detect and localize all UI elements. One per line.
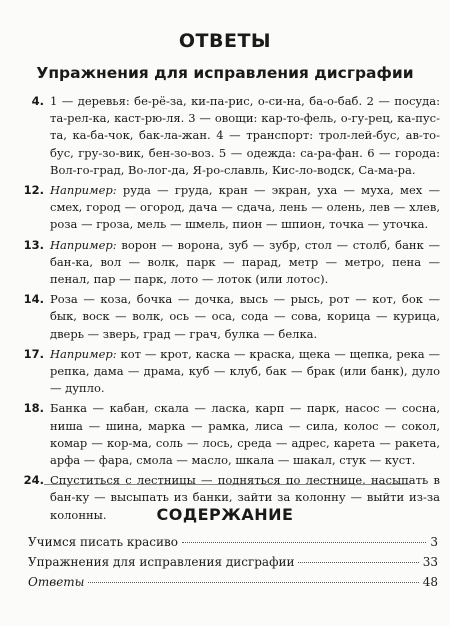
answers-list	[22, 93, 440, 527]
section-subtitle: Упражнения для исправления дисграфии	[36, 64, 414, 82]
toc-leader-dots	[88, 582, 418, 583]
answer-text	[50, 291, 440, 343]
toc-leader-dots	[182, 542, 426, 543]
answer-intro: Например:	[50, 183, 117, 198]
answer-body: Банка — кабан, скала — ласка, карп — парк, насос — сосна, ниша — шина, марка — рамка, лиса — сила, колос — сокол, комар — кор-ма, соль — лось, среда — адрес, карета — ракета, арфа — фара, смола — масло, шкала — шакал, стук — куст.	[50, 401, 440, 468]
answer-number: 4.	[31, 94, 44, 108]
contents-title: СОДЕРЖАНИЕ	[156, 505, 294, 524]
section-divider	[44, 484, 410, 485]
toc-page-number: 33	[422, 555, 438, 569]
answer-body: Роза — коза, бочка — дочка, высь — рысь, рот — кот, бок — бык, воск — волк, ось — оса, сода — сова, корица — курица, дверь — зверь, град — грач, булка — белка.	[50, 292, 440, 341]
answer-item	[22, 400, 440, 469]
toc-label: Учимся писать красиво	[28, 535, 178, 549]
answer-number: 12.	[23, 183, 44, 198]
toc-label: Ответы	[28, 575, 85, 589]
answer-number: 14.	[23, 292, 44, 307]
toc-entry[interactable]	[28, 552, 438, 572]
answer-body: Спуститься с лестницы — подняться по лестнице, насыпать в бан-ку — высыпать из банки, зайти за колонну — выйти из-за колонны.	[50, 473, 440, 522]
answer-number: 13.	[23, 237, 44, 252]
answer-item	[22, 182, 440, 234]
toc-entry[interactable]	[28, 532, 438, 552]
answer-text	[50, 400, 440, 469]
answer-text	[50, 93, 440, 179]
answer-body: ворон — ворона, зуб — зубр, стол — столб, банк — бан-ка, вол — волк, парк — парад, метр — метро, пена — пенал, пар — парк, лото — лоток (или лотос).	[50, 237, 440, 287]
toc-entry[interactable]	[28, 572, 438, 592]
answer-intro: Например:	[50, 237, 117, 252]
answer-text	[50, 182, 440, 234]
answer-text	[50, 237, 440, 289]
toc-page-number: 48	[422, 575, 438, 589]
toc-label: Упражнения для исправления дисграфии	[28, 555, 295, 569]
answer-item	[22, 93, 440, 179]
table-of-contents	[28, 532, 438, 592]
page-title: ОТВЕТЫ	[178, 30, 272, 52]
answer-text	[50, 346, 440, 398]
answer-intro: Например:	[50, 346, 117, 361]
answer-number: 17.	[23, 346, 44, 361]
answer-item	[22, 346, 440, 398]
toc-page-number: 3	[430, 535, 438, 549]
answer-body: кот — крот, каска — краска, щека — щепка, река — репка, дама — драма, куб — клуб, бак — брак (или банк), дуло — дупло.	[50, 346, 440, 396]
answer-item	[22, 291, 440, 343]
answer-number: 18.	[23, 401, 44, 416]
answer-item	[22, 237, 440, 289]
answer-body: руда — груда, кран — экран, уха — муха, мех — смех, город — огород, дача — сдача, лень — олень, лев — хлев, роза — гроза, мель — шмель, пион — шпион, точка — уточка.	[50, 183, 440, 232]
answer-body: 1 — деревья: бе-рё-за, ки-па-рис, о-си-на, ба-о-баб. 2 — посуда: та-рел-ка, каст-рю-ля. 3 — овощи: кар-то-фель, о-гу-рец, ка-пус-та, ка-ба-чок, бак-ла-жан. 4 — транспорт: трол-лей-бус, ав-то-бус, гру-зо-вик, бен-зо-воз. 5 — одежда: са-ра-фан. 6 — города: Вол-го-град, Во-лог-да, Я-ро-славль, Кис-ло-водск, Са-ма-ра.	[50, 94, 440, 177]
answer-number: 24.	[23, 473, 44, 488]
toc-leader-dots	[298, 562, 418, 563]
